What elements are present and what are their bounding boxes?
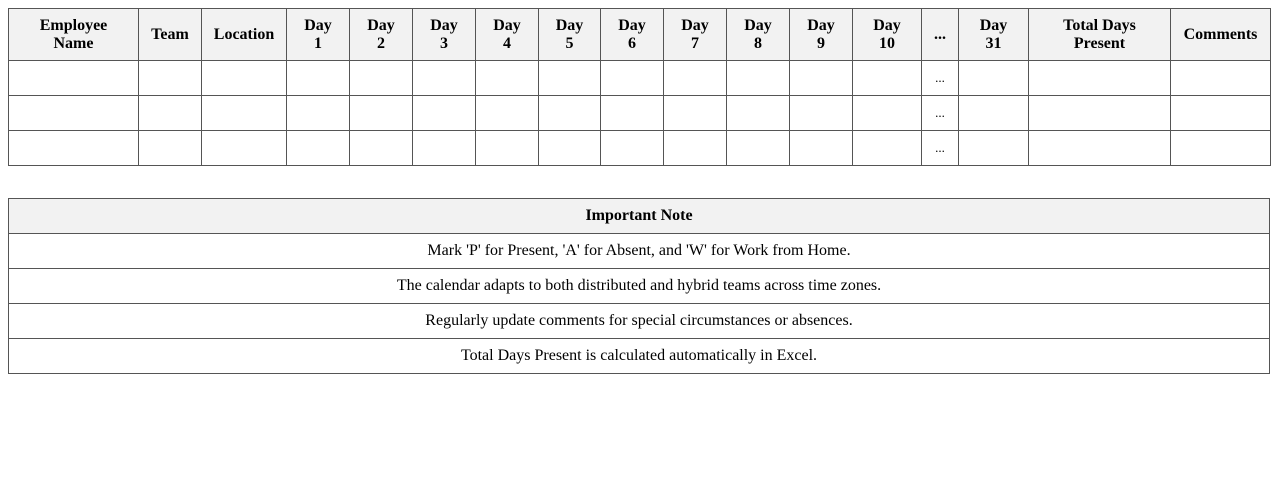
table-cell[interactable] [287,131,350,166]
note-row [9,339,1270,374]
header-day-4: Day 4 [476,9,539,61]
header-day-1: Day 1 [287,9,350,61]
table-cell[interactable] [539,61,601,96]
header-ellipsis: ... [922,9,959,61]
table-cell[interactable] [601,131,664,166]
note-item: Mark 'P' for Present, 'A' for Absent, and 'W' for Work from Home. [9,234,1270,269]
table-cell[interactable] [727,96,790,131]
table-cell[interactable] [790,96,853,131]
table-cell[interactable] [601,61,664,96]
table-cell[interactable] [853,131,922,166]
table-cell-ellipsis[interactable]: ... [922,96,959,131]
table-cell[interactable] [727,131,790,166]
table-cell[interactable] [139,131,202,166]
header-day-9: Day 9 [790,9,853,61]
header-day-31: Day 31 [959,9,1029,61]
note-item: Regularly update comments for special circumstances or absences. [9,304,1270,339]
table-cell[interactable] [287,96,350,131]
header-day-8: Day 8 [727,9,790,61]
table-cell[interactable] [539,96,601,131]
header-day-7: Day 7 [664,9,727,61]
table-cell[interactable] [350,96,413,131]
table-cell[interactable] [350,61,413,96]
table-cell[interactable] [664,61,727,96]
table-cell[interactable] [539,131,601,166]
note-item: The calendar adapts to both distributed and hybrid teams across time zones. [9,269,1270,304]
notes-header-row [9,199,1270,234]
table-cell[interactable] [413,61,476,96]
table-cell[interactable] [790,131,853,166]
header-day-5: Day 5 [539,9,601,61]
table-cell[interactable] [287,61,350,96]
notes-title: Important Note [9,199,1270,234]
table-cell[interactable] [9,131,139,166]
table-cell[interactable] [202,96,287,131]
table-row [9,61,1271,96]
header-location: Location [202,9,287,61]
table-cell[interactable] [139,96,202,131]
header-team: Team [139,9,202,61]
table-cell[interactable] [9,61,139,96]
table-cell[interactable] [1029,61,1171,96]
attendance-body [9,61,1271,166]
table-cell-ellipsis[interactable]: ... [922,131,959,166]
table-cell[interactable] [1171,131,1271,166]
table-cell[interactable] [1029,131,1171,166]
note-row [9,234,1270,269]
table-cell[interactable] [853,96,922,131]
table-cell[interactable] [413,131,476,166]
table-cell[interactable] [601,96,664,131]
notes-table [8,198,1270,374]
table-cell[interactable] [1171,61,1271,96]
header-day-2: Day 2 [350,9,413,61]
note-row [9,304,1270,339]
table-cell-ellipsis[interactable]: ... [922,61,959,96]
table-cell[interactable] [202,131,287,166]
header-employee-name: Employee Name [9,9,139,61]
table-cell[interactable] [959,131,1029,166]
table-cell[interactable] [9,96,139,131]
table-cell[interactable] [664,131,727,166]
table-cell[interactable] [202,61,287,96]
table-cell[interactable] [476,131,539,166]
table-row [9,131,1271,166]
attendance-header-row [9,9,1271,61]
table-cell[interactable] [476,61,539,96]
page [8,8,1270,374]
header-day-10: Day 10 [853,9,922,61]
header-comments: Comments [1171,9,1271,61]
table-cell[interactable] [959,96,1029,131]
table-cell[interactable] [664,96,727,131]
table-cell[interactable] [790,61,853,96]
header-total-days-present: Total Days Present [1029,9,1171,61]
note-row [9,269,1270,304]
table-cell[interactable] [476,96,539,131]
note-item: Total Days Present is calculated automatically in Excel. [9,339,1270,374]
table-cell[interactable] [727,61,790,96]
table-cell[interactable] [853,61,922,96]
table-cell[interactable] [1171,96,1271,131]
table-row [9,96,1271,131]
table-cell[interactable] [139,61,202,96]
table-cell[interactable] [350,131,413,166]
header-day-3: Day 3 [413,9,476,61]
attendance-table [8,8,1271,166]
table-cell[interactable] [1029,96,1171,131]
header-day-6: Day 6 [601,9,664,61]
table-cell[interactable] [413,96,476,131]
table-cell[interactable] [959,61,1029,96]
